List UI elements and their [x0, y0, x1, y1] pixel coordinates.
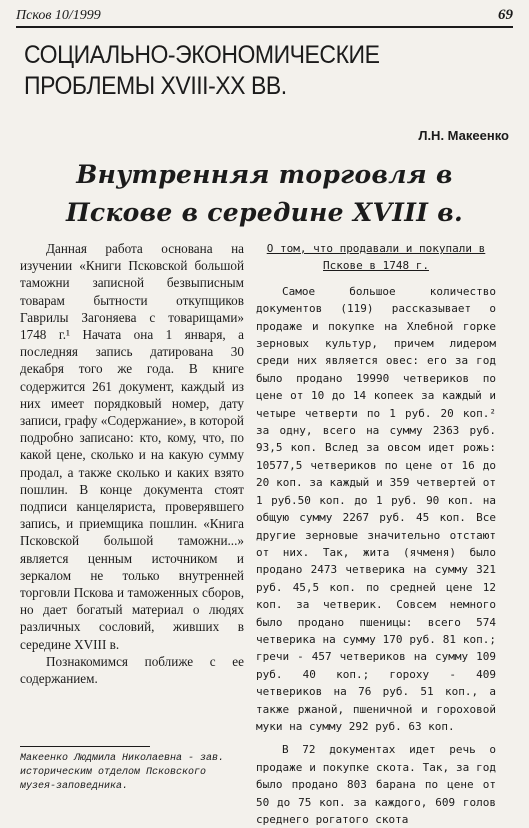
- paragraph: В 72 документах идет речь о продаже и покупке скота. Так, за год было продано 803 барана по цене от 50 до 75 коп. за каждого, 609 голов среднего рогатого скота: [256, 743, 496, 826]
- paragraph: Данная работа основана на изучении «Книги Псковской большой таможни записной безвыписным товарам бытности откупщиков Гаврилы Загоняева с товарищами» 1748 г.¹ Начата она 1 января, а последняя запись датирована 30 декабря того же года. В книге содержится 261 документ, каждый из них имеет порядковый номер, дату записи, графу «Содержание», в которой подробно записано: кто, кому, что, по какой цене, сколько и на какую сумму продал, а также сколько и каких взято пошлин. В конце документа стоят подписи канцеляриста, проверявшего запись, и приемщика пошлин. «Книга Псковской большой таможни...» является ценным источником и зеркалом не только внутренней торговли Пскова и таможенных сборов, но дает богатый материал о людях различных сословий, живших в середине XVIII в.: [20, 241, 244, 652]
- running-head: [16, 6, 513, 28]
- section-title: СОЦИАЛЬНО-ЭКОНОМИЧЕСКИЕ ПРОБЛЕМЫ XVIII-XX ВВ.: [24, 41, 380, 100]
- issue-label: Псков 10/1999: [16, 8, 101, 23]
- paragraph: Самое большое количество документов (119) рассказывает о продаже и покупке на Хлебной горке зерновых культур, причем лидером среди них является овес: его за год было продано 19990 четвериков по цене от 10 до 14 копеек за каждый и четыре четверти по 1 руб. 20 коп.² за одну, всего на сумму 2363 руб. 93,5 коп. Вслед за овсом идет рожь: 10577,5 четвериков по цене от 16 до 20 коп. за каждый и 359 четвертей от 1 руб.50 коп. до 1 руб. 90 коп. на общую сумму 2267 руб. 45 коп. Все другие зерновые значительно отстают от них. Так, жита (ячменя) было продано 2473 четверика на сумму 321 руб. 45,5 коп. по средней цене 12 коп. за четверик. Совсем немного было продано пшеницы: всего 574 четверика на сумму 170 руб. 81 коп.; гречи - 457 четвериков на сумму 109 руб. 40 коп.; гороху - 409 четвериков на 76 руб. 51 коп., а также ржаной, пшеничной и гороховой муки на сумму 292 руб. 63 коп.: [256, 284, 496, 733]
- subsection-heading: О том, что продавали и покупали в Пскове в 1748 г.: [266, 242, 486, 273]
- right-column: [256, 240, 496, 828]
- page-number: 69: [498, 7, 513, 23]
- footnote: Макеенко Людмила Николаевна - зав. историческим отделом Псковского музея-заповедника.: [20, 753, 225, 792]
- paragraph: Познакомимся поближе с ее содержанием.: [20, 653, 244, 687]
- left-column: [20, 240, 244, 687]
- article-title: Внутренняя торговля в Пскове в середине XVIII в.: [66, 160, 463, 227]
- footnote-rule: [20, 746, 150, 747]
- author-name: Л.Н. Макеенко: [418, 128, 509, 143]
